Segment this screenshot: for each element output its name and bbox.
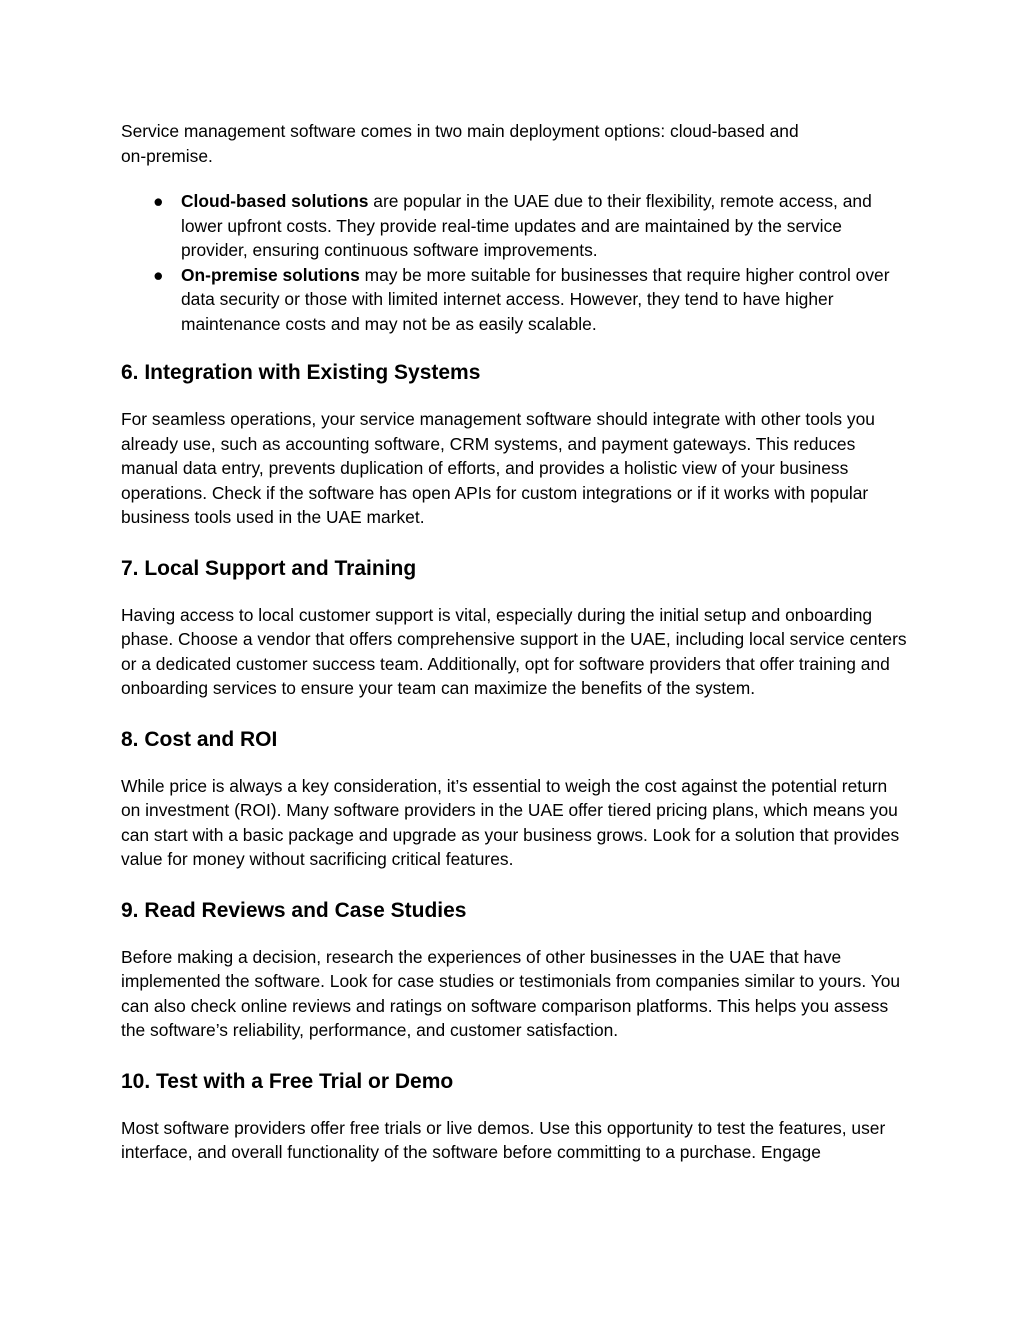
bullet-bold-term: Cloud-based solutions bbox=[181, 191, 369, 211]
bullet-icon: ● bbox=[153, 191, 164, 211]
section-heading: 10. Test with a Free Trial or Demo bbox=[121, 1069, 454, 1093]
section-heading: 8. Cost and ROI bbox=[121, 727, 278, 751]
bullet-bold-term: On-premise solutions bbox=[181, 264, 360, 285]
list-item bbox=[121, 189, 907, 263]
deployment-options-list bbox=[121, 189, 907, 336]
intro-paragraph bbox=[121, 119, 907, 168]
intro-line-2: on-premise. bbox=[121, 145, 213, 166]
document-page bbox=[121, 119, 907, 1165]
bullet-text: may be more suitable for businesses that require higher control over data security or those with limited internet access. However, they tend to have higher maintenance costs and may not be as easily scalable. bbox=[181, 264, 890, 334]
section-paragraph: Most software providers offer free trials or live demos. Use this opportunity to test the features, user interface, and overall functionality of the software before committing to a purchase. Engage bbox=[121, 1117, 886, 1162]
intro-line-1: Service management software comes in two main deployment options: cloud-based and bbox=[121, 121, 799, 141]
section-heading: 7. Local Support and Training bbox=[121, 556, 417, 580]
bullet-icon: ● bbox=[153, 264, 164, 285]
section-paragraph: Before making a decision, research the experiences of other businesses in the UAE that have implemented the software. Look for case studies or testimonials from companies similar to yours. You can also check online reviews and ratings on software comparison platforms. This helps you assess the software’s reliability, performance, and customer satisfaction. bbox=[121, 946, 901, 1040]
section-paragraph: While price is always a key consideration, it’s essential to weigh the cost against the potential return on investment (ROI). Many software providers in the UAE offer tiered pricing plans, which means you can start with a basic package and upgrade as your business grows. Look for a solution that provides value for money without sacrificing critical features. bbox=[121, 775, 900, 869]
section-heading: 6. Integration with Existing Systems bbox=[121, 361, 481, 384]
section-paragraph: For seamless operations, your service management software should integrate with other tools you already use, such as accounting software, CRM systems, and payment gateways. This reduces manual data entry, prevents duplication of efforts, and provides a holistic view of your business operations. Check if the software has open APIs for custom integrations or if it works with popular business tools used in the UAE market. bbox=[121, 409, 875, 527]
list-item bbox=[121, 263, 907, 337]
section-paragraph: Having access to local customer support is vital, especially during the initial setup and onboarding phase. Choose a vendor that offers comprehensive support in the UAE, including local service centers or a dedicated customer success team. Additionally, opt for software providers that offer training and onboarding services to ensure your team can maximize the benefits of the system. bbox=[121, 604, 907, 698]
section-heading: 9. Read Reviews and Case Studies bbox=[121, 898, 467, 922]
bullet-text: are popular in the UAE due to their flexibility, remote access, and lower upfront costs. They provide real-time updates and are maintained by the service provider, ensuring continuous software improvements. bbox=[181, 191, 872, 260]
